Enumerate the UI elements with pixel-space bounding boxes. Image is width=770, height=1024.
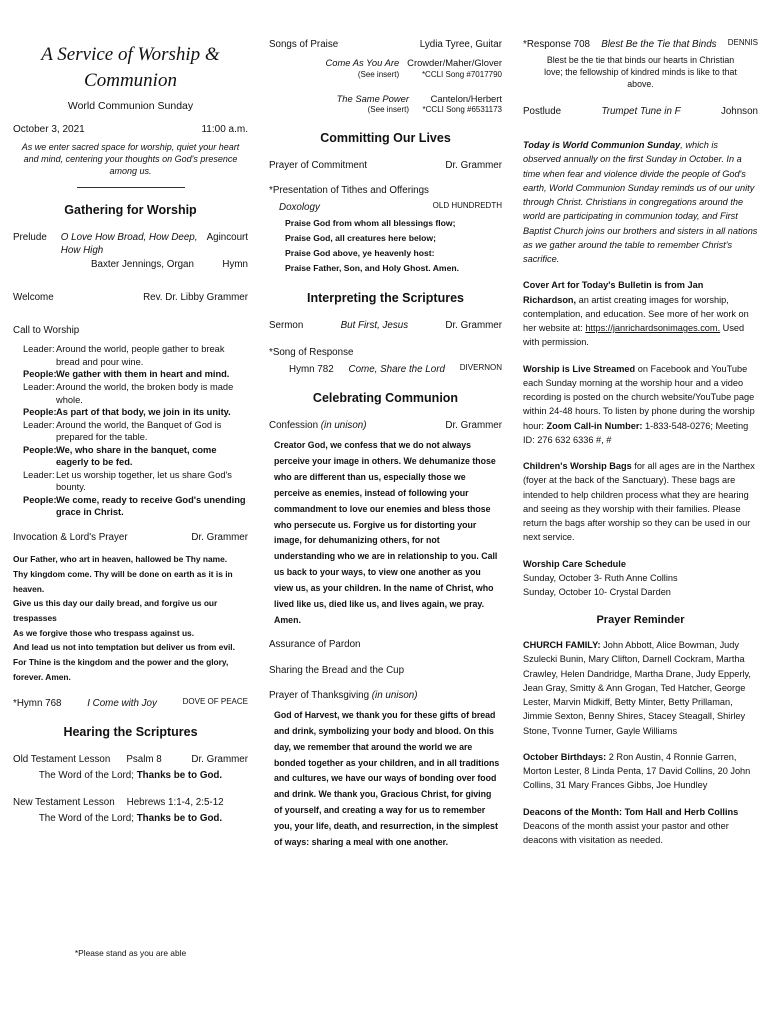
doxology-line: Praise God above, ye heavenly host: — [285, 247, 435, 258]
thanks-label: Prayer of Thanksgiving — [269, 689, 370, 701]
commit-row — [269, 159, 502, 172]
response-title: Come, Share the Lord — [348, 364, 445, 376]
postlude-row — [523, 105, 758, 118]
doxology-line: Praise Father, Son, and Holy Ghost. Amen. — [285, 262, 459, 273]
prelude-title: O Love How Broad, How Deep, How High — [60, 232, 198, 257]
songs-label: Songs of Praise — [269, 39, 339, 50]
prelude-performer: Baxter Jennings, Organ — [91, 258, 194, 270]
call-text: We gather with them in heart and mind. — [56, 369, 230, 380]
commit-label: Prayer of Commitment — [269, 160, 367, 172]
hymn-title: I Come with Joy — [87, 697, 157, 709]
hymn-tune: DOVE OF PEACE — [182, 696, 248, 706]
call-text: Around the world, the Banquet of God is prepared for the table. — [56, 419, 222, 443]
service-time: 11:00 a.m. — [201, 124, 248, 136]
bags-text: for all ages are in the Narthex (foyer at the back of the Sanctuary). These bags are intended to help children process what they are hearing and seeing as they worship with their families. Please return the bags after worship so they can be used in our next service. — [523, 461, 755, 543]
confession-leader: Dr. Grammer — [445, 420, 502, 432]
care-2: Sunday, October 10- Crystal Darden — [523, 587, 671, 598]
deacon-paragraph — [523, 805, 758, 848]
wotl-response-2: Thanks be to God. — [136, 813, 223, 825]
call-text: We, who share in the banquet, come eagerly to be fed. — [56, 444, 217, 468]
call-text: Around the world, people gather to break bread and pour wine. — [56, 344, 225, 367]
assurance-label: Assurance of Pardon — [269, 639, 361, 651]
lords-prayer-line: Give us this day our daily bread, and forgive us our trespasses — [13, 598, 218, 624]
sermon-preacher: Dr. Grammer — [445, 319, 502, 331]
call-line — [23, 494, 248, 519]
nt-label: New Testament Lesson — [13, 797, 115, 809]
divider — [77, 187, 185, 188]
cover-lead: Cover Art for Today's Bulletin is from Jan Richardson, — [523, 280, 704, 305]
call-text: Let us worship together, let us share God's bounty. — [56, 469, 232, 493]
column-left — [13, 38, 248, 826]
song-1 — [269, 57, 502, 80]
doxology-line: Praise God from whom all blessings flow; — [285, 217, 456, 228]
family-lead: CHURCH FAMILY: — [523, 640, 601, 651]
song2-authors: Cantelon/Herbert — [430, 92, 502, 104]
song-2 — [269, 93, 502, 116]
confession-label: Confession — [269, 420, 319, 432]
service-date: October 3, 2021 — [13, 124, 85, 136]
lords-prayer-line: Thy kingdom come. Thy will be done on earth as it is in heaven. — [13, 568, 233, 594]
prelude-composer: Agincourt — [206, 232, 248, 244]
sermon-title: But First, Jesus — [340, 319, 409, 331]
call-speaker: Leader: — [23, 469, 55, 480]
call-line — [23, 381, 248, 406]
nt-row — [13, 796, 248, 809]
doxology-tune: OLD HUNDREDTH — [432, 200, 502, 210]
wotl-text-2: The Word of the Lord; — [38, 813, 134, 825]
call-line — [23, 368, 248, 381]
wotl-response: Thanks be to God. — [136, 769, 223, 781]
cover-tail: Used with permission. — [523, 323, 745, 348]
call-text: As part of that body, we join in its unity. — [56, 407, 231, 418]
postlude-label: Postlude — [523, 105, 562, 117]
hymn-label: *Hymn 768 — [13, 697, 62, 709]
bday-text: 2 Ron Austin, 4 Ronnie Garren, Morton Lester, 8 Linda Penta, 17 David Collins, 20 John Collins, 31 Mary Frances Gibbs, Joe Hundley — [523, 751, 751, 791]
songs-leader: Lydia Tyree, Guitar — [419, 39, 502, 50]
cover-link[interactable]: https://janrichardsonimages.com. — [585, 323, 721, 334]
postlude-title: Trumpet Tune in F — [601, 105, 681, 117]
deacon-text: Deacons of the month assist your pastor and other deacons with visitation as needed. — [523, 820, 729, 846]
call-line — [23, 419, 248, 444]
response-hymn: Hymn 782 — [289, 364, 334, 376]
bday-paragraph — [523, 750, 758, 793]
call-line — [23, 406, 248, 419]
lords-prayer-line: And lead us not into temptation but deliver us from evil. — [13, 642, 235, 653]
call-text: Around the world, the broken body is made whole. — [56, 381, 234, 405]
song2-note: (See insert) — [367, 105, 409, 115]
sermon-row — [269, 319, 502, 332]
resp-text: Blest be the tie that binds our hearts in Christian love; the fellowship of kindred minds is like to that above. — [544, 55, 737, 89]
live-zoom-text: 1-833-548-0276; Meeting ID: 276 632 6336 #, # — [523, 420, 749, 445]
response-tune: DIVERNON — [459, 363, 502, 373]
ot-ref: Psalm 8 — [126, 753, 162, 765]
live-zoom: Zoom Call-in Number: — [546, 420, 643, 431]
hymn-row — [13, 697, 248, 710]
call-label: Call to Worship — [13, 325, 80, 337]
wcs-paragraph — [523, 138, 758, 266]
ot-response — [13, 769, 248, 782]
family-paragraph — [523, 638, 758, 738]
confession-note: (in unison) — [320, 420, 367, 432]
song2-title: The Same Power — [336, 92, 409, 104]
ot-label: Old Testament Lesson — [13, 753, 111, 765]
prelude-row — [13, 231, 248, 257]
call-text: We come, ready to receive God's unending grace in Christ. — [56, 494, 246, 518]
invocation-row — [13, 531, 248, 544]
doxology-label: Doxology — [279, 201, 320, 213]
interpreting-heading: Interpreting the Scriptures — [307, 290, 464, 305]
prelude-hymn: Hymn — [222, 258, 248, 270]
welcome-row — [13, 291, 248, 304]
song2-ccli: *CCLI Song #6531173 — [422, 105, 502, 115]
response-song-label: *Song of Response — [269, 346, 354, 358]
doxology-row — [269, 201, 502, 214]
ot-reader: Dr. Grammer — [191, 753, 248, 765]
call-line — [23, 343, 248, 368]
confession-row — [269, 419, 502, 432]
stand-note: *Please stand as you are able — [74, 948, 187, 958]
column-middle — [269, 38, 502, 851]
thanks-text: God of Harvest, we thank you for these gifts of bread and drink, symbolizing your body and blood. On this day, we remember that around the world we are bonded together as your children, and in all traditions and cultures, we have our ways of bonding over food and drink. We thank you, Gracious Christ, for giving of yourself, and creating a way for us to remember you, your life, death, and resurrection, in the simplest of ways: sharing a meal with one another. — [274, 710, 500, 847]
call-speaker: People: — [23, 369, 57, 380]
response-hymn-row — [269, 363, 502, 376]
care-heading: Worship Care Schedule — [523, 558, 626, 569]
wotl-text: The Word of the Lord; — [38, 769, 134, 781]
resp-title: Blest Be the Tie that Binds — [601, 39, 717, 50]
call-speaker: Leader: — [23, 381, 55, 392]
resp-row — [523, 38, 758, 51]
lords-prayer-line: Our Father, who art in heaven, hallowed be Thy name. — [13, 554, 228, 565]
welcome-leader: Rev. Dr. Libby Grammer — [143, 291, 248, 303]
live-lead: Worship is Live Streamed — [523, 363, 636, 374]
bags-paragraph — [523, 459, 758, 545]
call-to-worship — [23, 343, 248, 519]
live-text: on Facebook and YouTube each Sunday morning at the worship hour and a video recording is posted on the church website/YouTube page within 24-48 hours. To listen by phone during the worship hour: — [523, 363, 755, 431]
gathering-heading: Gathering for Worship — [64, 203, 197, 218]
celebrating-heading: Celebrating Communion — [312, 391, 459, 406]
prelude-label: Prelude — [13, 232, 47, 244]
column-right — [523, 38, 758, 847]
bags-lead: Children's Worship Bags — [523, 461, 632, 472]
wcs-text: , which is observed annually on the first Sunday in October. In a time when fear and violence divide the people of God's earth, World Communion Sunday reminds us of our unity through Christ. Christians in congregations around the world are participating in communion today, and First Baptist Church joins our brothers and sisters in all nations as we gather around the table to remember Christ's sacrifice. — [523, 140, 758, 265]
service-subtitle: World Communion Sunday — [67, 100, 194, 113]
songs-row — [269, 38, 502, 51]
ot-row — [13, 753, 248, 766]
call-speaker: People: — [23, 494, 57, 505]
lords-prayer — [13, 552, 248, 684]
bday-lead: October Birthdays: — [523, 751, 607, 762]
thanks-note: (in unison) — [371, 689, 418, 701]
call-speaker: People: — [23, 407, 57, 418]
doxology-text — [285, 216, 502, 276]
cover-text: an artist creating images for worship, contemplation, and education. See more of her work on her website at: — [523, 294, 749, 334]
prayer-heading: Prayer Reminder — [596, 614, 685, 627]
call-speaker: People: — [23, 444, 57, 455]
committing-heading: Committing Our Lives — [320, 131, 451, 146]
service-title: A Service of Worship & Communion — [41, 44, 220, 91]
cover-paragraph — [523, 278, 758, 349]
call-speaker: Leader: — [23, 419, 55, 430]
call-line — [23, 469, 248, 494]
invocation-leader: Dr. Grammer — [191, 532, 248, 543]
song1-ccli: *CCLI Song #7017790 — [421, 69, 502, 79]
wcs-lead: Today is World Communion Sunday — [523, 140, 681, 151]
tithes-label: *Presentation of Tithes and Offerings — [269, 185, 429, 197]
live-paragraph — [523, 362, 758, 448]
thanks-label-row — [269, 689, 502, 702]
resp-tune: DENNIS — [727, 38, 758, 47]
resp-label: *Response 708 — [523, 39, 590, 50]
hearing-heading: Hearing the Scriptures — [63, 724, 198, 739]
song1-authors: Crowder/Maher/Glover — [407, 57, 502, 69]
nt-response — [13, 812, 248, 825]
call-line — [23, 444, 248, 469]
postlude-composer: Johnson — [720, 105, 758, 117]
intro-text: As we enter sacred space for worship, quiet your heart and mind, centering your thoughts on God's presence among us. — [21, 141, 240, 177]
service-date-row — [13, 123, 248, 137]
doxology-line: Praise God, all creatures here below; — [285, 232, 436, 243]
family-text: John Abbott, Alice Bowman, Judy Szulecki Bunin, Mary Clifton, Darnell Cockram, Martha Crawley, Helen Dandridge, Martha Drane, Judy Epperly, Jean Gray, Smitty & Ann Grogan, Ted Hatcher, George Lester, Marvin Midkiff, Betty Minter, Betty Prillaman, Jimmie Sexton, Benny Shires, Stacey Steagall, Shirley Stone, Tvonne Turner, Gayle Williams — [523, 640, 751, 736]
nt-ref: Hebrews 1:1-4, 2:5-12 — [126, 797, 224, 809]
care-schedule — [523, 557, 758, 600]
song1-title: Come As You Are — [325, 57, 400, 69]
call-speaker: Leader: — [23, 344, 55, 355]
lords-prayer-line: For Thine is the kingdom and the power and the glory, forever. Amen. — [13, 657, 229, 682]
deacon-lead: Deacons of the Month: Tom Hall and Herb Collins — [523, 806, 739, 817]
invocation-label: Invocation & Lord's Prayer — [13, 532, 128, 543]
sermon-label: Sermon — [269, 319, 304, 331]
sharing-label: Sharing the Bread and the Cup — [269, 664, 405, 676]
song1-note: (See insert) — [357, 69, 400, 79]
commit-leader: Dr. Grammer — [445, 160, 502, 172]
welcome-label: Welcome — [13, 291, 54, 303]
lords-prayer-line: As we forgive those who trespass against us. — [13, 627, 195, 638]
care-1: Sunday, October 3- Ruth Anne Collins — [523, 572, 678, 583]
prelude-row-2 — [13, 258, 248, 271]
confession-text: Creator God, we confess that we do not always perceive your image in others. We dehumanize those who are different than us, especially those we perceive as enemies, instead of following your commandment to love our enemies and bless those who persecute us. Forgive us for distorting your image, for dehumanizing others, for not understanding who we are in relationship to you. Call us back to your ways, to view one another as you view us, as your children. In the name of Christ, who lived like us, died like us, and lives again, we pray. Amen. — [274, 440, 498, 625]
